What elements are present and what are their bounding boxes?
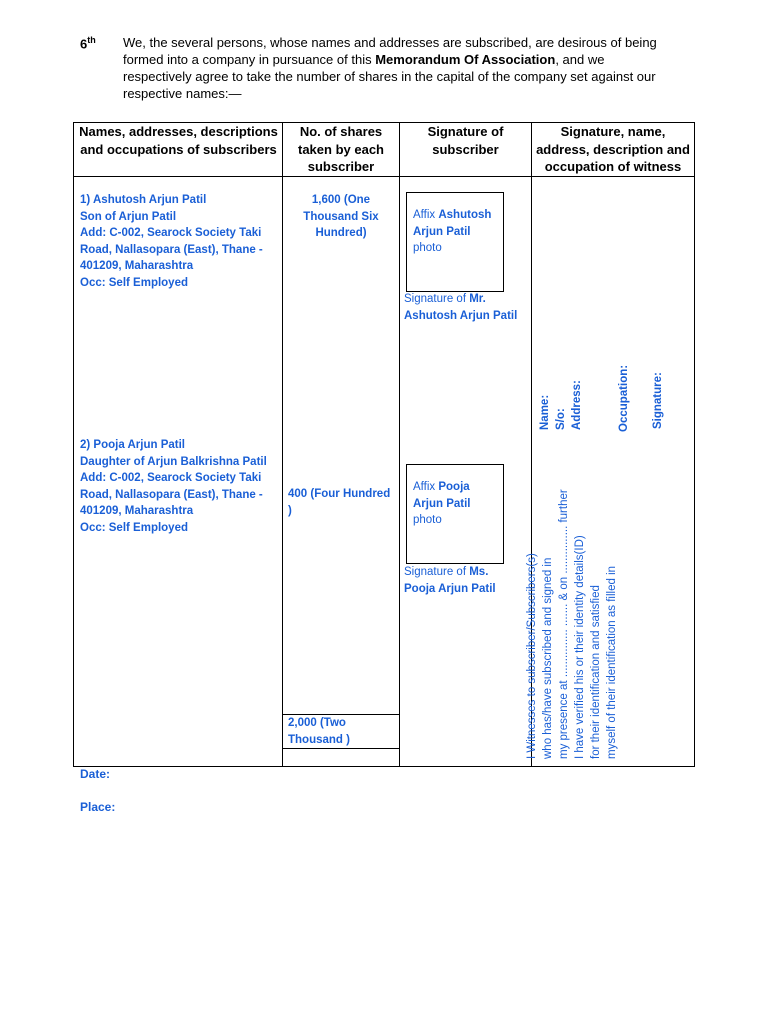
sig-prefix: Signature of — [404, 566, 470, 578]
subscriber-2-signature-caption — [404, 564, 496, 597]
intro-line-3: respectively agree to take the number of shares in the capital of the company set against our — [123, 69, 656, 84]
table-border-bottom — [73, 766, 695, 767]
intro-line-2 — [123, 52, 604, 68]
subscriber-1-address-1: Add: C-002, Searock Society Taki — [80, 227, 262, 239]
column-divider-2 — [399, 122, 400, 767]
subscriber-1-signature-caption — [404, 291, 517, 324]
header-shares — [283, 123, 399, 176]
clause-number — [80, 35, 96, 51]
subscriber-2-name: 2) Pooja Arjun Patil — [80, 439, 186, 451]
intro-line-2-pre: formed into a company in pursuance of this — [123, 52, 376, 67]
subscriber-2-affix-text — [413, 479, 471, 529]
header-signature-line2: subscriber — [432, 141, 499, 157]
witness-statement-line-5: for their identification and satisfied — [590, 585, 602, 759]
witness-so-label: S/o: — [555, 408, 567, 430]
subscriber-1-address-2: Road, Nallasopara (East), Thane - — [80, 243, 263, 256]
header-witness-line2: address, description and — [536, 141, 690, 157]
sig-title: Ms. — [469, 566, 489, 578]
witness-occupation-label: Occupation: — [618, 364, 630, 432]
subscriber-1-shares — [283, 192, 399, 242]
intro-line-2-post: , and we — [555, 52, 605, 67]
witness-statement-line-1: I Witnesses to subscriber/Subscribers(s) — [526, 553, 538, 759]
clause-number-suffix: th — [87, 35, 96, 45]
total-row-bottom-line — [282, 748, 399, 749]
witness-statement-line-6: myself of their identification as filled in — [606, 565, 618, 759]
clause-number-value: 6 — [80, 36, 88, 52]
header-shares-line3: subscriber — [307, 159, 375, 174]
subscriber-2-sig-line1 — [404, 564, 496, 581]
subscriber-2-affix-line3: photo — [413, 514, 442, 526]
header-subscribers-line2: and occupations of subscribers — [80, 141, 277, 157]
subscriber-2-shares-line1: 400 (Four Hundred — [288, 488, 391, 500]
table-border-left — [73, 122, 74, 767]
subscriber-2-shares — [288, 486, 390, 519]
subscriber-2-details — [80, 437, 267, 536]
header-witness — [532, 123, 694, 176]
header-shares-line1: No. of shares — [299, 124, 383, 139]
intro-line-4: respective names:— — [123, 86, 242, 101]
subscriber-1-sig-line1 — [404, 291, 517, 308]
subscriber-1-shares-line3: Hundred) — [315, 227, 367, 239]
witness-address-label: Address: — [571, 380, 583, 430]
total-shares-line2: Thousand ) — [288, 733, 350, 746]
header-divider — [73, 176, 695, 177]
header-witness-line1: Signature, name, — [560, 124, 666, 139]
header-signature-line1: Signature of — [427, 124, 504, 139]
subscriber-1-occupation: Occ: Self Employed — [80, 276, 189, 289]
table-border-right — [694, 122, 695, 767]
total-shares-line1: 2,000 (Two — [288, 717, 346, 729]
header-shares-line2: taken by each — [298, 141, 384, 157]
subscriber-1-relation: Son of Arjun Patil — [80, 210, 177, 223]
subscriber-1-details — [80, 192, 263, 291]
total-shares — [288, 715, 350, 748]
subscriber-1-affix-line2: Arjun Patil — [413, 225, 471, 238]
subscriber-2-sig-line2: Pooja Arjun Patil — [404, 582, 496, 595]
subscriber-2-photo-box[interactable] — [406, 464, 504, 564]
subscriber-2-address-2: Road, Nallasopara (East), Thane - — [80, 488, 263, 501]
subscriber-1-shares-line2: Thousand Six — [303, 210, 379, 223]
header-witness-line3: occupation of witness — [544, 159, 682, 174]
header-subscribers — [75, 123, 282, 158]
subscriber-2-affix-line2: Arjun Patil — [413, 497, 471, 510]
subscriber-1-affix-text — [413, 207, 491, 257]
subscriber-2-address-1: Add: C-002, Searock Society Taki — [80, 472, 262, 484]
sig-title: Mr. — [469, 293, 486, 305]
witness-statement-line-4: I have verified his or their identity details(ID) — [574, 535, 586, 759]
subscriber-2-affix-line1 — [413, 479, 471, 496]
subscriber-2-address-3: 401209, Maharashtra — [80, 505, 194, 517]
affix-name-1: Pooja — [438, 481, 470, 493]
subscriber-1-affix-line3: photo — [413, 242, 442, 254]
header-signature — [400, 123, 531, 158]
witness-signature-label: Signature: — [652, 372, 664, 429]
witness-name-label: Name: — [539, 394, 551, 430]
subscriber-1-affix-line1 — [413, 207, 491, 224]
memorandum-title: Memorandum Of Association — [375, 52, 556, 67]
header-subscribers-line1: Names, addresses, descriptions — [79, 124, 278, 139]
affix-prefix: Affix — [413, 209, 439, 221]
subscriber-1-sig-line2: Ashutosh Arjun Patil — [404, 309, 518, 322]
affix-prefix: Affix — [413, 481, 439, 493]
subscriber-2-shares-line2: ) — [288, 504, 292, 517]
date-label: Date: — [80, 767, 111, 781]
subscriber-1-photo-box[interactable] — [406, 192, 504, 292]
subscriber-2-occupation: Occ: Self Employed — [80, 521, 189, 534]
subscriber-1-shares-line1: 1,600 (One — [311, 194, 371, 206]
subscriber-1-name: 1) Ashutosh Arjun Patil — [80, 194, 207, 206]
intro-line-1: We, the several persons, whose names and addresses are subscribed, are desirous of being — [123, 35, 657, 50]
affix-name-1: Ashutosh — [438, 209, 492, 221]
subscriber-2-relation: Daughter of Arjun Balkrishna Patil — [80, 455, 267, 468]
sig-prefix: Signature of — [404, 293, 470, 305]
witness-statement-line-2: who has/have subscribed and signed in — [542, 557, 554, 759]
witness-statement-line-3: my presence at ............... ....... & on ............... further — [558, 489, 570, 759]
subscriber-1-address-3: 401209, Maharashtra — [80, 260, 194, 272]
subscriber-table — [73, 122, 695, 767]
place-label: Place: — [80, 800, 116, 814]
